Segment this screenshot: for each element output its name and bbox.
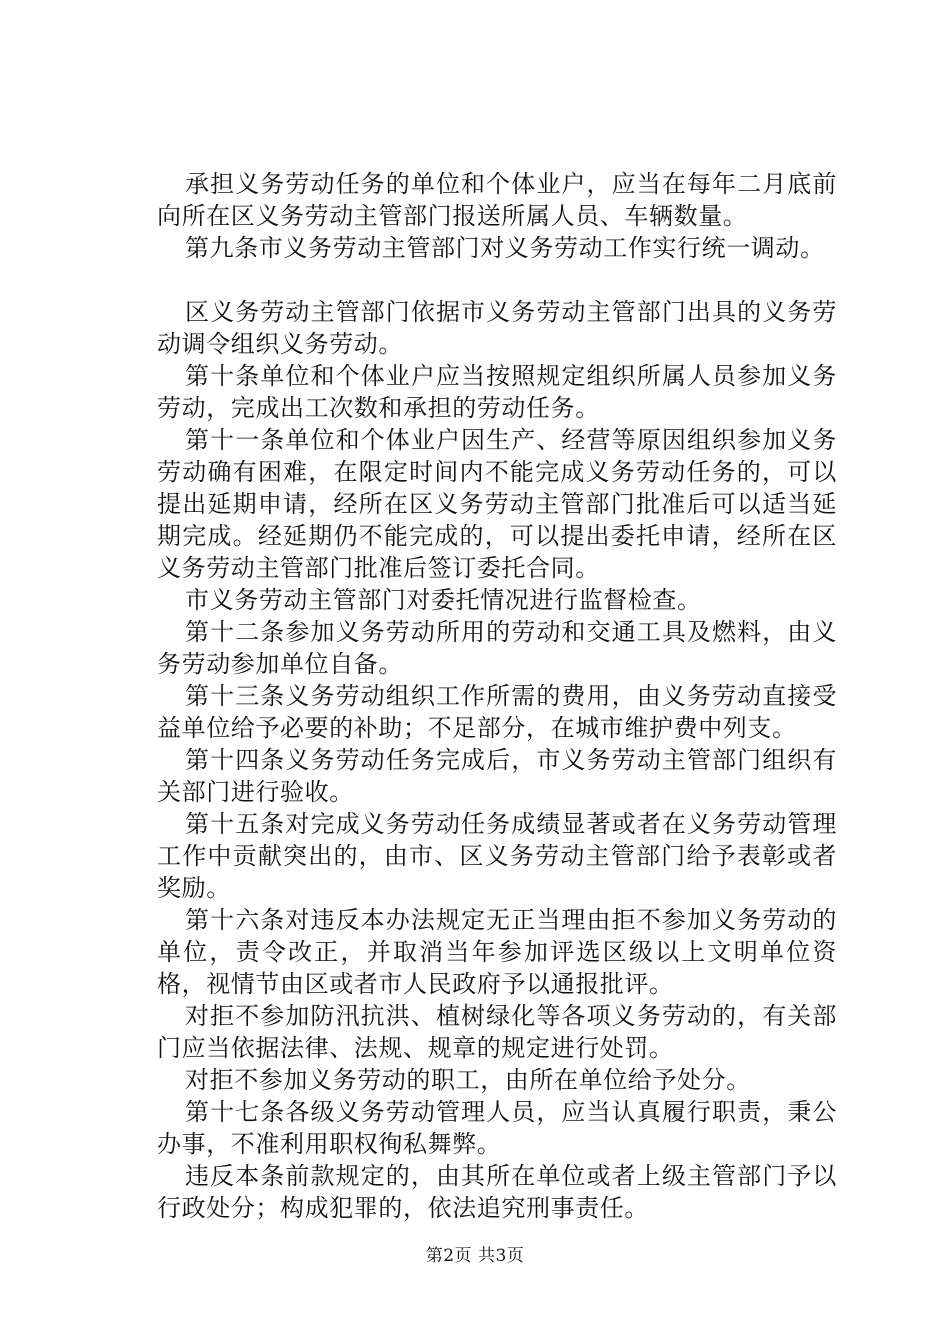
- paragraph: 市义务劳动主管部门对委托情况进行监督检查。: [185, 586, 702, 614]
- paragraph: 对拒不参加义务劳动的职工，由所在单位给予处分。: [185, 1066, 751, 1094]
- page-number-footer: 第2页 共3页: [425, 1246, 525, 1266]
- document-body: [157, 168, 837, 1224]
- paragraph: 第十三条义务劳动组织工作所需的费用，由义务劳动直接受益单位给予必要的补助；不足部分，在城市维护费中列支。: [157, 682, 837, 742]
- paragraph: 第十七条各级义务劳动管理人员，应当认真履行职责，秉公办事，不准利用职权徇私舞弊。: [157, 1098, 837, 1158]
- paragraph: 对拒不参加防汛抗洪、植树绿化等各项义务劳动的，有关部门应当依据法律、法规、规章的规定进行处罚。: [157, 1002, 837, 1062]
- paragraph: 第十条单位和个体业户应当按照规定组织所属人员参加义务劳动，完成出工次数和承担的劳动任务。: [157, 362, 837, 422]
- paragraph: 区义务劳动主管部门依据市义务劳动主管部门出具的义务劳动调令组织义务劳动。: [157, 298, 837, 358]
- paragraph: 违反本条前款规定的，由其所在单位或者上级主管部门予以行政处分；构成犯罪的，依法追究刑事责任。: [157, 1162, 837, 1222]
- paragraph: 第十一条单位和个体业户因生产、经营等原因组织参加义务劳动确有困难，在限定时间内不能完成义务劳动任务的，可以提出延期申请，经所在区义务劳动主管部门批准后可以适当延期完成。经延期仍不能完成的，可以提出委托申请，经所在区义务劳动主管部门批准后签订委托合同。: [157, 426, 837, 582]
- paragraph: 第十二条参加义务劳动所用的劳动和交通工具及燃料，由义务劳动参加单位自备。: [157, 618, 837, 678]
- paragraph: 第十四条义务劳动任务完成后，市义务劳动主管部门组织有关部门进行验收。: [157, 746, 837, 806]
- paragraph: 承担义务劳动任务的单位和个体业户，应当在每年二月底前向所在区义务劳动主管部门报送所属人员、车辆数量。: [157, 170, 837, 230]
- paragraph: 第九条市义务劳动主管部门对义务劳动工作实行统一调动。: [185, 234, 825, 262]
- paragraph: 第十五条对完成义务劳动任务成绩显著或者在义务劳动管理工作中贡献突出的，由市、区义务劳动主管部门给予表彰或者奖励。: [157, 810, 837, 902]
- paragraph: 第十六条对违反本办法规定无正当理由拒不参加义务劳动的单位，责令改正，并取消当年参加评选区级以上文明单位资格，视情节由区或者市人民政府予以通报批评。: [157, 906, 837, 998]
